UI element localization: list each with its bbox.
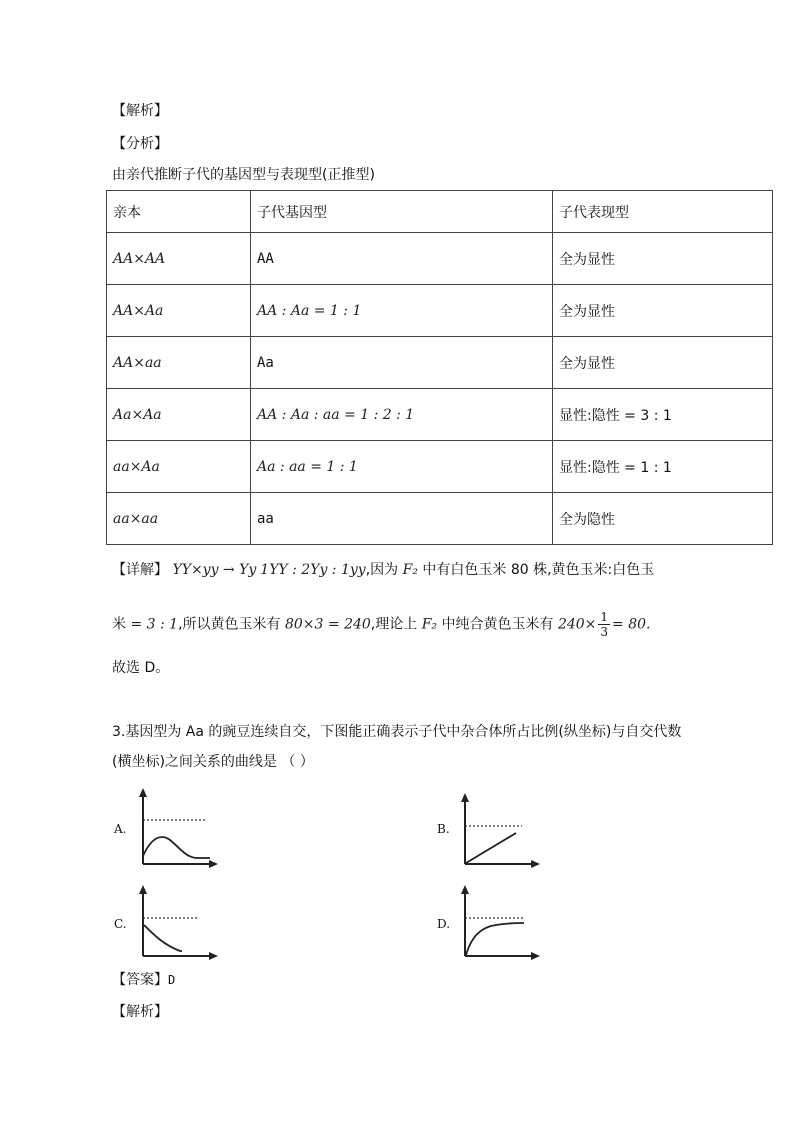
genotype-cell: aa: [251, 493, 553, 545]
curve: [466, 923, 524, 955]
arrow-head: [139, 788, 147, 797]
table-row: [107, 389, 773, 441]
jiexi-heading-bottom: 【解析】: [112, 1004, 168, 1020]
parent-cell: AA×Aa: [107, 285, 251, 337]
option-label-c: C.: [114, 917, 127, 931]
fraction-denominator: 3: [600, 625, 609, 639]
detail-text: 米: [112, 616, 126, 633]
arrow-head: [461, 885, 469, 894]
question-line-2: (横坐标)之间关系的曲线是 （ ）: [112, 754, 314, 770]
calc-expression: 240×: [557, 616, 597, 633]
fraction-numerator: 1: [600, 610, 609, 624]
parent-cell: aa×Aa: [107, 441, 251, 493]
detail-text: 中纯合黄色玉米有: [441, 616, 554, 633]
answer-value: D: [168, 973, 176, 987]
arrow-head: [209, 952, 218, 960]
table-header-cell: 亲本: [107, 191, 251, 233]
intro-text: 由亲代推断子代的基因型与表现型(正推型): [112, 167, 375, 183]
arrow-head: [531, 952, 540, 960]
calc-expression: 80×3 = 240: [284, 616, 371, 633]
arrow-head: [461, 793, 469, 802]
curve: [466, 833, 516, 863]
detail-text: ,所以黄色玉米有: [178, 616, 281, 633]
genotype-table: [106, 190, 773, 545]
detail-text: ,理论上: [370, 616, 418, 633]
table-row: [107, 441, 773, 493]
phenotype-cell: 全为显性: [553, 233, 773, 285]
f2-symbol: F₂: [402, 562, 418, 578]
cross-expression: YY×yy → Yy: [172, 562, 257, 578]
detail-text: 中有白色玉米 80 株,黄色玉米:白色玉: [422, 562, 655, 578]
fenxi-heading: 【分析】: [112, 136, 168, 152]
graph-option-b: [452, 793, 542, 868]
curve: [144, 925, 182, 951]
detail-text: ,因为: [365, 562, 399, 578]
answer-label: 【答案】: [112, 972, 168, 988]
phenotype-cell: 显性:隐性 = 3 : 1: [553, 389, 773, 441]
table-header-row: [107, 191, 773, 233]
f2-ratio: 1YY : 2Yy : 1yy: [260, 562, 366, 578]
jiexi-heading: 【解析】: [112, 103, 168, 119]
arrow-head: [531, 860, 540, 868]
genotype-cell: AA: [251, 233, 553, 285]
genotype-cell: AA : Aa : aa = 1 : 2 : 1: [251, 389, 553, 441]
answer-choice-line: 故选 D。: [112, 660, 170, 676]
detail-line-1: [112, 560, 654, 580]
graph-option-c: [130, 885, 220, 960]
option-label-d: D.: [437, 917, 451, 931]
question-line-1: 3.基因型为 Aa 的豌豆连续自交，下图能正确表示子代中杂合体所占比例(纵坐标)与自交代数: [112, 724, 682, 740]
table-row: [107, 493, 773, 545]
option-label-a: A.: [114, 822, 127, 836]
parent-cell: AA×aa: [107, 337, 251, 389]
option-label-b: B.: [437, 822, 450, 836]
detail-line-2: [112, 610, 650, 639]
genotype-cell: AA : Aa = 1 : 1: [251, 285, 553, 337]
table-header-cell: 子代基因型: [251, 191, 553, 233]
phenotype-cell: 全为显性: [553, 285, 773, 337]
f2-symbol: F₂: [421, 616, 438, 633]
genotype-cell: Aa : aa = 1 : 1: [251, 441, 553, 493]
calc-expression: = 80.: [612, 616, 651, 633]
parent-cell: aa×aa: [107, 493, 251, 545]
graph-option-d: [452, 885, 542, 960]
parent-cell: AA×AA: [107, 233, 251, 285]
parent-cell: Aa×Aa: [107, 389, 251, 441]
graph-option-a: [130, 788, 220, 868]
table-row: [107, 337, 773, 389]
phenotype-cell: 显性:隐性 = 1 : 1: [553, 441, 773, 493]
arrow-head: [209, 860, 218, 868]
table-row: [107, 285, 773, 337]
answer-line: [112, 970, 175, 990]
table-header-cell: 子代表现型: [553, 191, 773, 233]
phenotype-cell: 全为显性: [553, 337, 773, 389]
genotype-cell: Aa: [251, 337, 553, 389]
curve: [143, 837, 210, 858]
detail-label: 【详解】: [112, 562, 168, 578]
table-row: [107, 233, 773, 285]
ratio-expression: = 3 : 1: [130, 616, 179, 633]
fraction: [598, 610, 610, 639]
phenotype-cell: 全为隐性: [553, 493, 773, 545]
arrow-head: [139, 885, 147, 894]
